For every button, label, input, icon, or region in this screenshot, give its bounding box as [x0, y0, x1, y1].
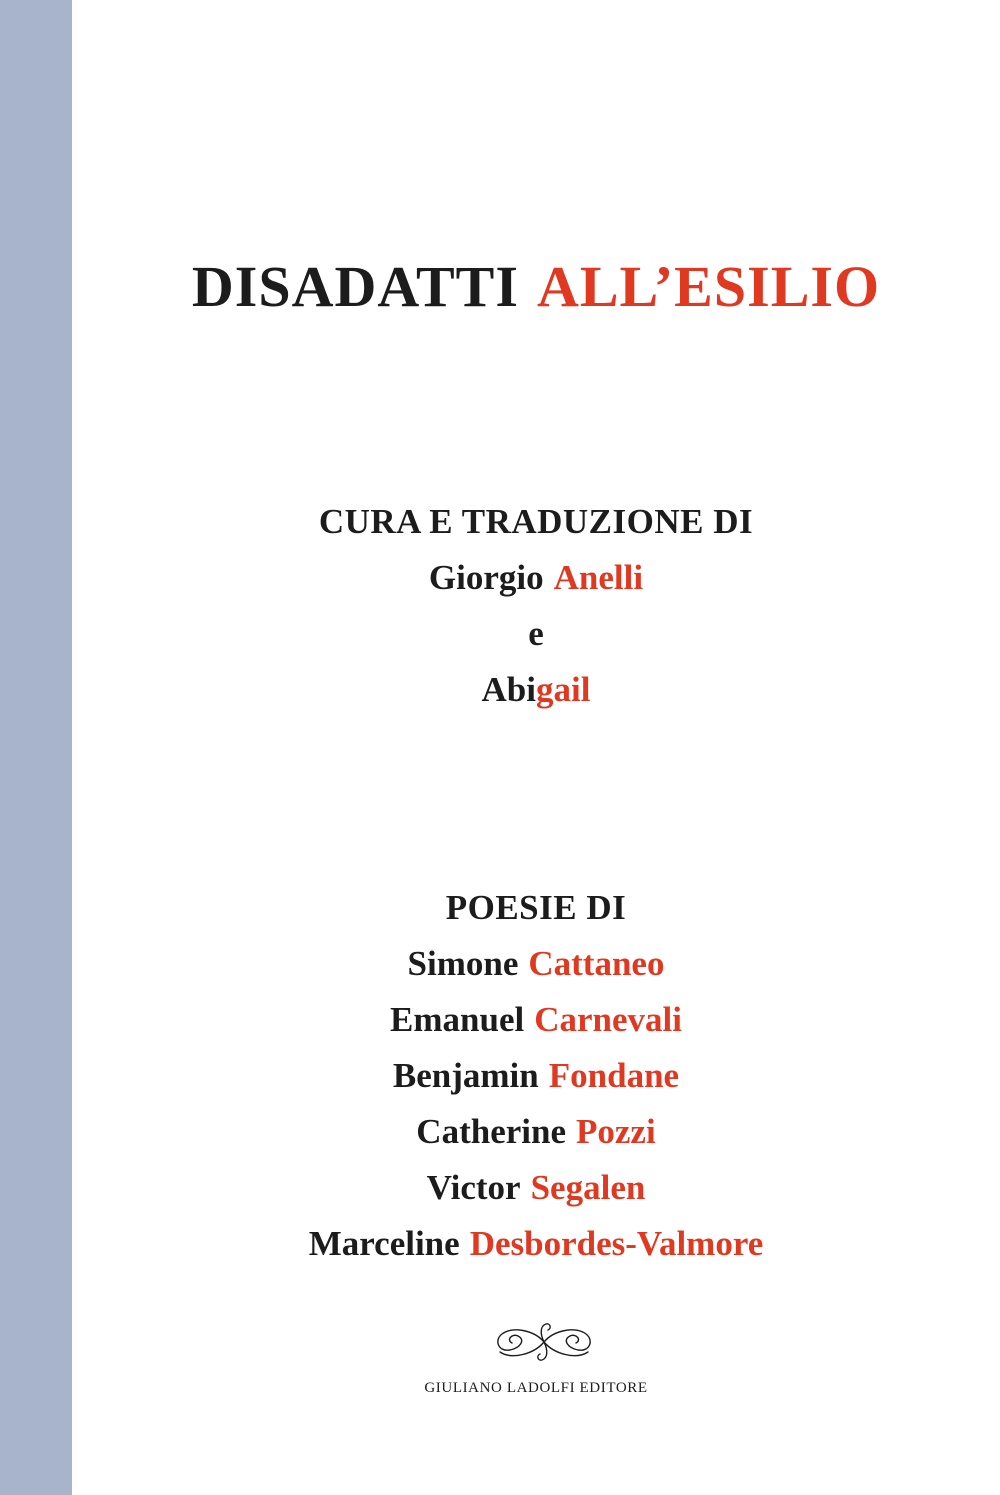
- editor-name-part: Abi: [481, 670, 536, 709]
- editor-last-name: Anelli: [553, 558, 644, 597]
- poet-name: [72, 936, 1000, 992]
- publisher-name: GIULIANO LADOLFI EDITORE: [424, 1380, 648, 1396]
- poet-first-name: Victor: [426, 1168, 521, 1207]
- poet-last-name: Carnevali: [534, 1000, 682, 1039]
- poet-last-name: Pozzi: [576, 1112, 656, 1151]
- poet-name: [72, 992, 1000, 1048]
- poets-label: POESIE DI: [445, 888, 627, 927]
- poet-name: [72, 1216, 1000, 1272]
- editor-first-name: Giorgio: [428, 558, 544, 597]
- poet-first-name: Marceline: [308, 1224, 460, 1263]
- poet-first-name: Catherine: [416, 1112, 566, 1151]
- editor-name: [72, 662, 1000, 718]
- editors-block: [72, 494, 1000, 718]
- poets-block: [72, 880, 1000, 1272]
- poet-name: [72, 1104, 1000, 1160]
- poet-name: [72, 1048, 1000, 1104]
- editor-name-part-red: gail: [536, 670, 591, 709]
- poet-first-name: Simone: [407, 944, 519, 983]
- poet-last-name: Desbordes-Valmore: [469, 1224, 764, 1263]
- poet-first-name: Emanuel: [390, 1000, 525, 1039]
- spine-band: [0, 0, 72, 1495]
- poet-last-name: Cattaneo: [528, 944, 665, 983]
- poet-first-name: Benjamin: [392, 1056, 539, 1095]
- editors-label: CURA E TRADUZIONE DI: [318, 502, 754, 541]
- ornamental-knot-icon: [490, 1318, 598, 1366]
- editors-conjunction: e: [528, 614, 544, 653]
- book-title: [72, 252, 1000, 322]
- title-part-black: DISADATTI: [191, 254, 519, 319]
- poet-last-name: Segalen: [530, 1168, 646, 1207]
- editor-name: [72, 550, 1000, 606]
- poet-last-name: Fondane: [548, 1056, 680, 1095]
- poet-name: [72, 1160, 1000, 1216]
- title-part-red: ALL’ESILIO: [536, 254, 881, 319]
